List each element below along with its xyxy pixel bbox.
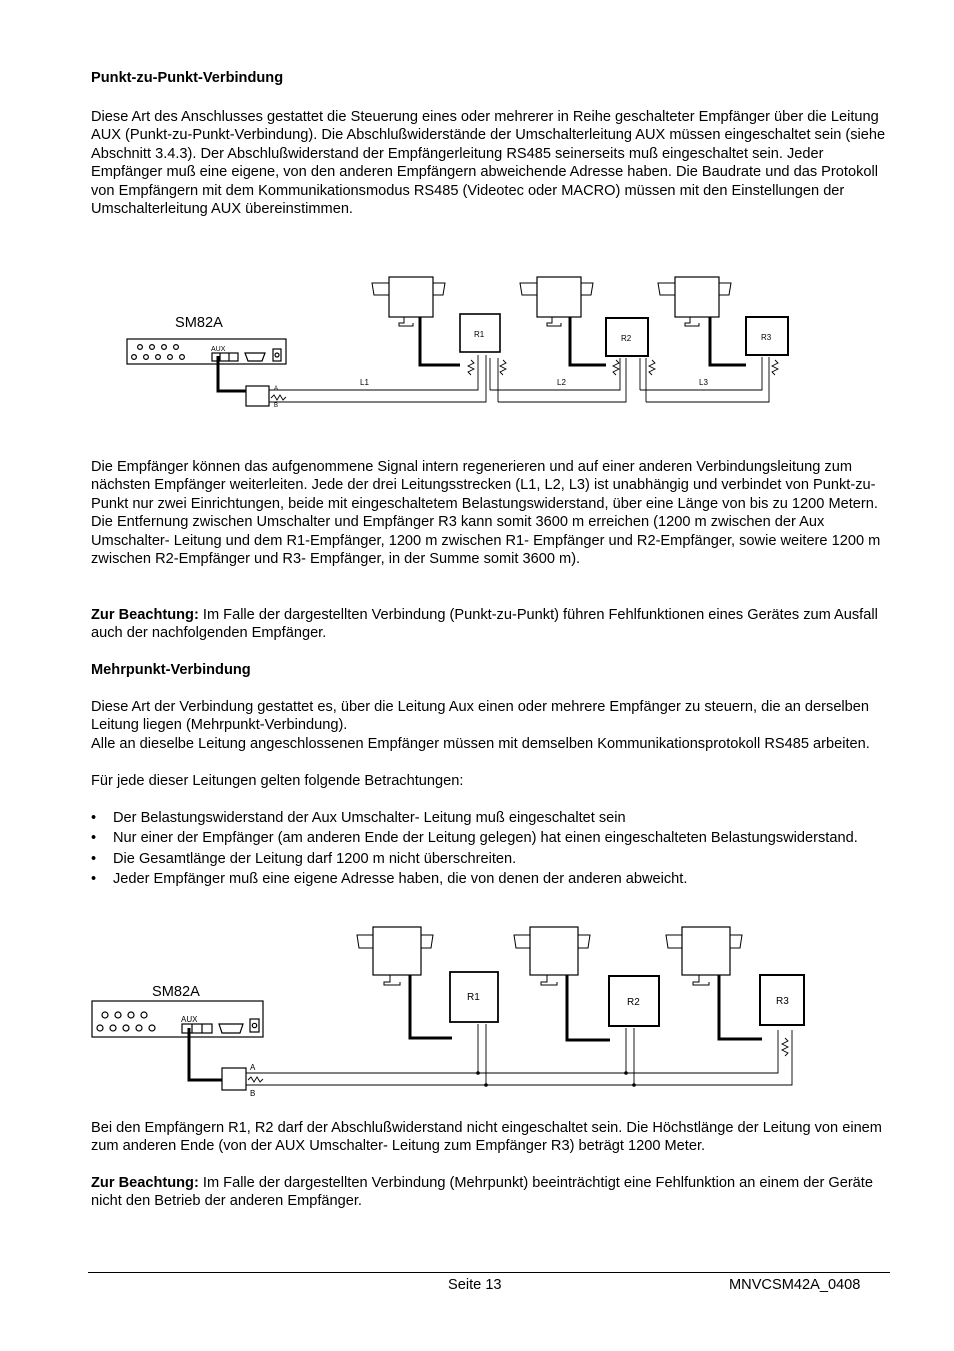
section-heading-multipoint: Mehrpunkt-Verbindung <box>91 662 251 678</box>
footer-divider <box>88 1272 890 1273</box>
line-label-l1: L1 <box>360 378 369 387</box>
list-item-text: Der Belastungswiderstand der Aux Umschalter- Leitung muß eingeschaltet sein <box>113 810 626 826</box>
bullet-symbol: • <box>91 830 97 847</box>
document-code: MNVCSM42A_0408 <box>729 1277 861 1293</box>
line-label-a: A <box>274 386 279 392</box>
list-item-text: Die Gesamtlänge der Leitung darf 1200 m nicht überschreiten. <box>113 850 517 867</box>
note-text: Im Falle der dargestellten Verbindung (Punkt-zu-Punkt) führen Fehlfunktionen eines Gerätes zum Ausfall auch der nachfolgenden Empfänger. <box>91 607 878 642</box>
aux-port-label: AUX <box>181 1015 198 1024</box>
line-label-l2: L2 <box>557 378 566 387</box>
receiver-label-r3: R3 <box>761 333 772 342</box>
paragraph-point-to-point-details: Die Empfänger können das aufgenommene Signal intern regenerieren und auf einer anderen Verbindungsleitung zum nächsten Empfänger weiterleiten. Jede der drei Leitungsstrecken (L1, L2, L3) ist unabhängig und verbindet von Punkt-zu-Punkt nur zwei Einrichtungen, beide mit eingeschaltetem Belastungswiderstand, über eine Länge von bis zu 1200 Metern. Die Entfernung zwischen Umschalter und Empfänger R3 kann somit 3600 m erreichen (1200 m zwischen der Aux Umschalter- Leitung und dem R1-Empfänger, 1200 m zwischen R1- Empfänger und R2-Empfänger, sowie weitere 1200 m zwischen R2-Empfänger und R3- Empfänger, in der Summe somit 3600 m). <box>91 459 881 568</box>
paragraph-multipoint-resistor: Bei den Empfängern R1, R2 darf der Abschlußwiderstand nicht eingeschaltet sein. Die Höchstlänge der Leitung von einem zum anderen Ende (von der AUX Umschalter- Leitung zum Empfänger R3) beträgt 1200 Meter. <box>91 1120 882 1155</box>
line-label-a: A <box>250 1063 256 1072</box>
paragraph-point-to-point-intro: Diese Art des Anschlusses gestattet die Steuerung eines oder mehrerer in Reihe geschalteter Empfänger über die Leitung AUX (Punkt-zu-Punkt-Verbindung). Die Abschlußwiderstände der Umschalterleitung AUX müssen eingeschaltet sein (siehe Abschnitt 3.4.3). Der Abschlußwiderstand der Empfängerleitung RS485 seinerseits muß eingeschaltet sein. Jeder Empfänger muß eine eigene, von den anderen Empfängern abweichende Adresse haben. Die Baudrate und das Protokoll von Empfängern mit dem Kommunikationsmodus RS485 (Videotec oder MACRO) müssen mit den Einstellungen der Umschalterleitung AUX übereinstimmen. <box>91 109 886 218</box>
bullet-symbol: • <box>91 871 97 888</box>
device-label-sm82a: SM82A <box>175 315 223 331</box>
aux-port-label: AUX <box>211 346 226 353</box>
section-heading-point-to-point: Punkt-zu-Punkt-Verbindung <box>91 70 284 86</box>
receiver-label-r2: R2 <box>627 997 640 1008</box>
camera-receiver-r1 <box>357 927 498 1038</box>
receiver-label-r3: R3 <box>776 996 789 1007</box>
camera-receiver-r3 <box>666 927 804 1039</box>
note-label: Zur Beachtung: <box>91 607 199 623</box>
receiver-label-r1: R1 <box>474 330 485 339</box>
line-label-l3: L3 <box>699 378 708 387</box>
note-label: Zur Beachtung: <box>91 1175 199 1191</box>
note-text: Im Falle der dargestellten Verbindung (Mehrpunkt) beeinträchtigt eine Fehlfunktion an einem der Geräte nicht den Betrieb der anderen Empfänger. <box>91 1175 873 1210</box>
bullet-symbol: • <box>91 850 97 867</box>
receiver-label-r2: R2 <box>621 334 632 343</box>
device-label-sm82a: SM82A <box>152 984 200 1000</box>
line-label-b: B <box>274 403 279 409</box>
line-label-b: B <box>250 1089 256 1098</box>
receiver-label-r1: R1 <box>467 992 480 1003</box>
list-item-text: Nur einer der Empfänger (am anderen Ende der Leitung gelegen) hat einen eingeschalteten Belastungswiderstand. <box>113 830 858 847</box>
paragraph-multipoint-protocol: Alle an dieselbe Leitung angeschlossenen Empfänger müssen mit demselben Kommunikationsprotokoll RS485 arbeiten. <box>91 736 870 752</box>
paragraph-multipoint-intro: Diese Art der Verbindung gestattet es, über die Leitung Aux einen oder mehrere Empfänger zu steuern, die an derselben Leitung liegen (Mehrpunkt-Verbindung). <box>91 699 870 734</box>
list-item-text: Jeder Empfänger muß eine eigene Adresse haben, die von denen der anderen abweicht. <box>113 871 688 888</box>
camera-receiver-r2 <box>514 927 659 1040</box>
page-number: Seite 13 <box>448 1277 502 1293</box>
bullet-symbol: • <box>91 810 97 826</box>
note-multipoint <box>91 1174 891 1211</box>
paragraph-multipoint-considerations: Für jede dieser Leitungen gelten folgende Betrachtungen: <box>91 773 464 789</box>
